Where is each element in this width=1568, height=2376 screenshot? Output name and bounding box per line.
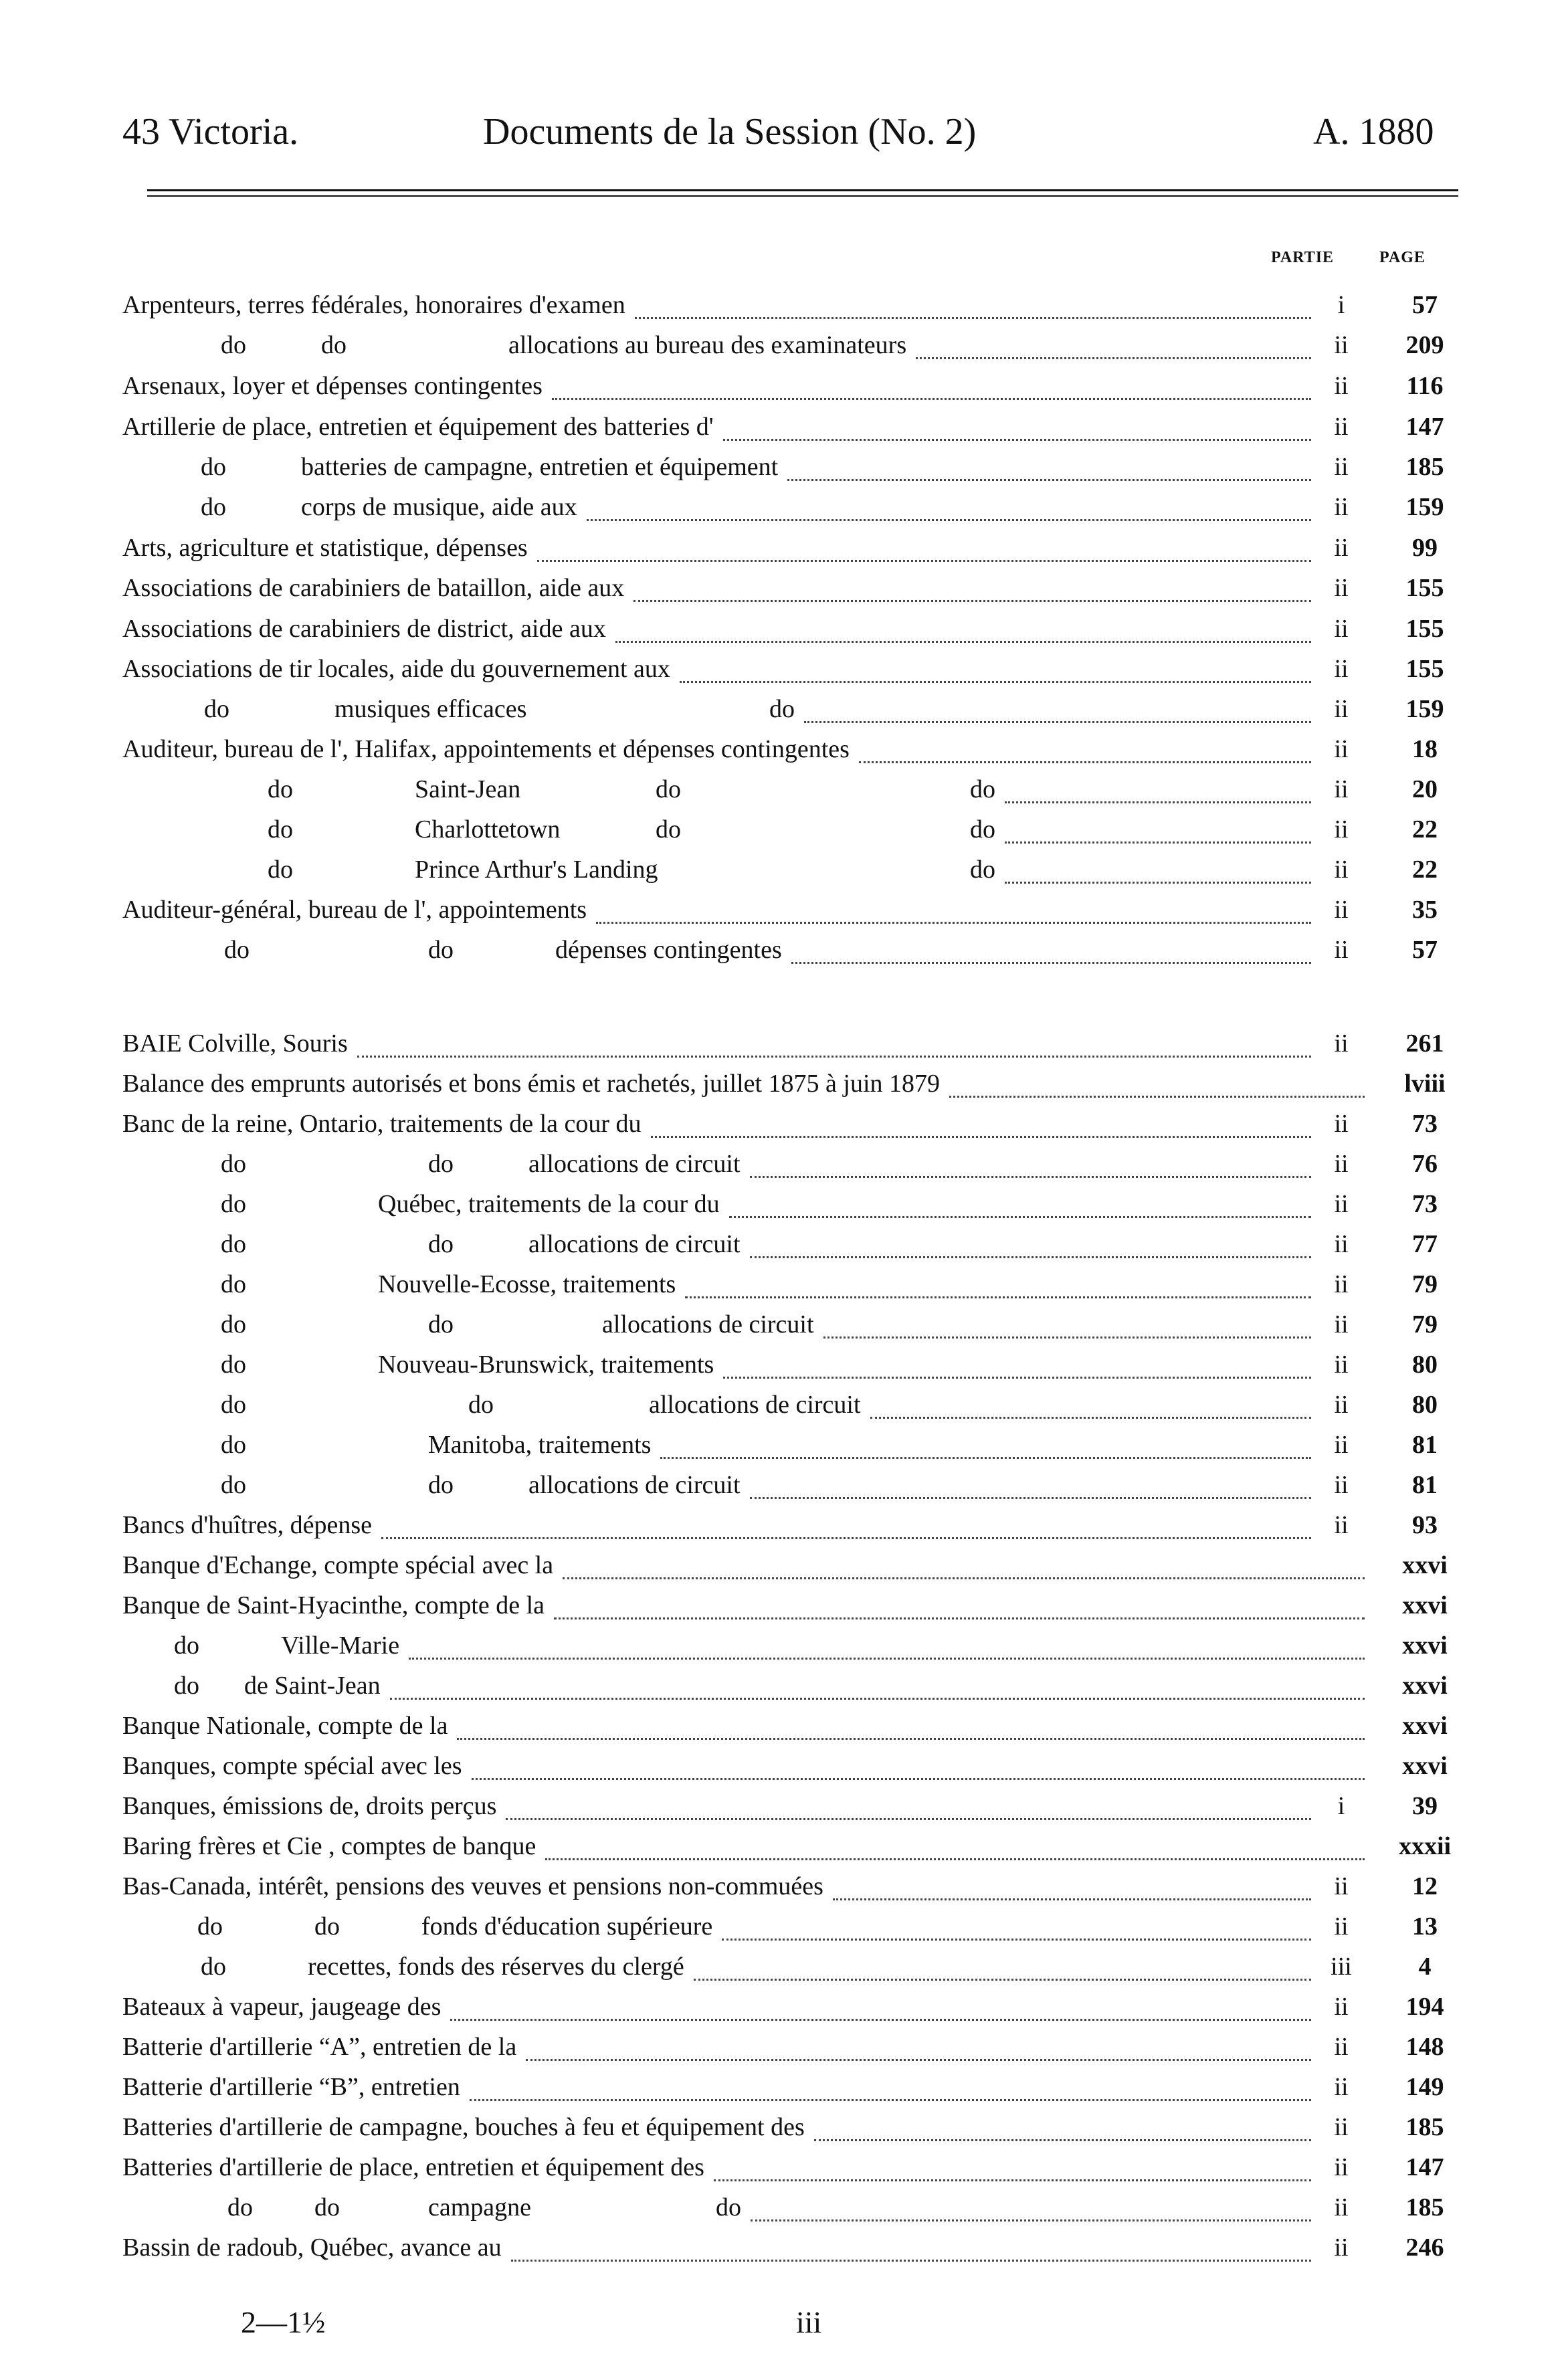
entry-part: ii <box>1334 1471 1349 1499</box>
entry-page: 159 <box>1405 695 1444 723</box>
index-entry <box>0 1869 1568 1910</box>
entry-page: 76 <box>1412 1150 1438 1178</box>
entry-text: Banque d'Echange, compte spécial avec la <box>122 1551 554 1579</box>
entry-text: do <box>428 1310 454 1339</box>
index-entry <box>0 2110 1568 2151</box>
dot-leader <box>552 371 1311 400</box>
entry-page: 39 <box>1412 1792 1438 1820</box>
entry-text: de Saint-Jean <box>244 1672 381 1700</box>
index-entry <box>0 932 1568 974</box>
entry-text: Manitoba, traitements <box>428 1431 652 1459</box>
entry-part: ii <box>1334 2073 1349 2101</box>
entry-page: 99 <box>1412 534 1438 562</box>
dot-leader <box>916 330 1311 359</box>
entry-text: do <box>428 1471 454 1499</box>
index-entry <box>0 2030 1568 2071</box>
entry-text: Nouvelle-Ecosse, traitements <box>378 1270 676 1298</box>
entry-page: xxvi <box>1402 1631 1448 1660</box>
entry-text: Saint-Jean <box>415 775 521 803</box>
entry-page: 22 <box>1412 856 1438 884</box>
entry-part: ii <box>1334 936 1349 964</box>
entry-text: Bas-Canada, intérêt, pensions des veuves et pensions non-commuées <box>122 1872 823 1900</box>
index-entry <box>0 1106 1568 1148</box>
entry-text: do <box>428 936 454 964</box>
dot-leader <box>680 654 1311 683</box>
entry-part: ii <box>1334 1872 1349 1900</box>
entry-text: do <box>314 1912 340 1941</box>
header-rule <box>147 189 1458 191</box>
dot-leader <box>870 1390 1311 1419</box>
entry-text: Banc de la reine, Ontario, traitements de la cour du <box>122 1110 642 1138</box>
entry-text: Associations de carabiniers de district, aide aux <box>122 615 606 643</box>
entry-page: 13 <box>1412 1912 1438 1941</box>
entry-text: do <box>428 1150 454 1178</box>
entry-part: ii <box>1334 331 1349 359</box>
entry-part: ii <box>1334 1391 1349 1419</box>
entry-text: Associations de tir locales, aide du gouvernement aux <box>122 655 670 683</box>
entry-text: corps de musique, aide aux <box>301 493 577 521</box>
index-entry <box>0 1628 1568 1670</box>
dot-leader <box>506 1791 1311 1820</box>
entry-text: do <box>428 1230 454 1258</box>
entry-part: ii <box>1334 2153 1349 2181</box>
entry-page: 18 <box>1412 735 1438 763</box>
dot-leader <box>526 2032 1311 2061</box>
column-header-part: PARTIE <box>1271 249 1335 266</box>
index-entry <box>0 2150 1568 2191</box>
index-entry <box>0 2190 1568 2232</box>
dot-leader <box>651 1109 1311 1138</box>
dot-leader <box>750 1229 1311 1258</box>
header-year: A. 1880 <box>1313 111 1434 153</box>
entry-text: do <box>221 1471 246 1499</box>
dot-leader <box>814 2112 1311 2141</box>
entry-text: allocations de circuit <box>649 1391 861 1419</box>
dot-leader <box>949 1069 1365 1098</box>
dot-leader <box>723 412 1311 441</box>
entry-text: Banque Nationale, compte de la <box>122 1712 448 1740</box>
dot-leader <box>390 1671 1365 1700</box>
entry-text: Artillerie de place, entretien et équipement des batteries d' <box>122 413 714 441</box>
entry-part: ii <box>1334 1270 1349 1298</box>
dot-leader <box>633 573 1311 602</box>
entry-text: do <box>221 1391 246 1419</box>
dot-leader <box>537 533 1311 562</box>
entry-page: 57 <box>1412 936 1438 964</box>
dot-leader <box>714 2153 1311 2181</box>
entry-page: 80 <box>1412 1391 1438 1419</box>
entry-page: 35 <box>1412 896 1438 924</box>
entry-text: Bassin de radoub, Québec, avance au <box>122 2234 502 2262</box>
entry-part: ii <box>1334 1511 1349 1539</box>
entry-page: 147 <box>1405 413 1444 441</box>
entry-text: batteries de campagne, entretien et équipement <box>301 453 779 481</box>
entry-text: Associations de carabiniers de bataillon, aide aux <box>122 574 625 602</box>
dot-leader <box>787 452 1311 481</box>
entry-text: Banques, compte spécial avec les <box>122 1752 462 1780</box>
index-entry <box>0 692 1568 733</box>
index-entry <box>0 1789 1568 1830</box>
index-entry <box>0 1227 1568 1268</box>
entry-part: ii <box>1334 2113 1349 2141</box>
index-entry <box>0 812 1568 854</box>
entry-text: do <box>656 815 681 844</box>
dot-leader <box>791 935 1311 964</box>
dot-leader <box>357 1029 1311 1058</box>
entry-text: Charlottetown <box>415 815 561 844</box>
index-entry <box>0 328 1568 369</box>
entry-text: Banques, émissions de, droits perçus <box>122 1792 497 1820</box>
entry-part: ii <box>1334 1190 1349 1218</box>
entry-part: ii <box>1334 1110 1349 1138</box>
dot-leader <box>381 1510 1311 1539</box>
index-entry <box>0 1427 1568 1469</box>
entry-text: allocations de circuit <box>602 1310 814 1339</box>
entry-text: Arpenteurs, terres fédérales, honoraires d'examen <box>122 291 625 319</box>
index-entry <box>0 652 1568 693</box>
entry-text: allocations de circuit <box>528 1471 741 1499</box>
entry-page: 79 <box>1412 1270 1438 1298</box>
entry-text: do <box>769 695 795 723</box>
entry-text: BAIE Colville, Souris <box>122 1029 348 1058</box>
index-entry <box>0 611 1568 653</box>
dot-leader <box>723 1350 1311 1379</box>
index-entry <box>0 1387 1568 1429</box>
entry-text: do <box>174 1672 199 1700</box>
entry-part: ii <box>1334 815 1349 844</box>
entry-text: Bateaux à vapeur, jaugeage des <box>122 1993 442 2021</box>
entry-part: ii <box>1334 655 1349 683</box>
entry-text: Bancs d'huîtres, dépense <box>122 1511 373 1539</box>
entry-text: do <box>268 856 293 884</box>
entry-part: ii <box>1334 695 1349 723</box>
dot-leader <box>596 895 1311 924</box>
dot-leader <box>1005 775 1311 803</box>
index-entry <box>0 2070 1568 2111</box>
entry-part: ii <box>1334 1150 1349 1178</box>
entry-page: 185 <box>1405 453 1444 481</box>
header-rule-thin <box>147 195 1458 197</box>
index-entry <box>0 1026 1568 1068</box>
entry-page: 73 <box>1412 1190 1438 1218</box>
entry-page: 209 <box>1405 331 1444 359</box>
entry-part: ii <box>1334 2193 1349 2221</box>
entry-text: Auditeur, bureau de l', Halifax, appointements et dépenses contingentes <box>122 735 850 763</box>
entry-text: do <box>227 2193 253 2221</box>
entry-text: do <box>268 815 293 844</box>
index-entry <box>0 1668 1568 1710</box>
dot-leader <box>859 734 1311 763</box>
entry-page: xxvi <box>1402 1712 1448 1740</box>
entry-page: 80 <box>1412 1351 1438 1379</box>
dot-leader <box>750 1470 1311 1499</box>
entry-part: i <box>1337 291 1345 319</box>
dot-leader <box>833 1872 1311 1900</box>
index-entry <box>0 1307 1568 1349</box>
index-entry <box>0 1909 1568 1951</box>
index-entry <box>0 1267 1568 1308</box>
header-volume: 43 Victoria. <box>122 111 299 153</box>
entry-text: do <box>970 815 995 844</box>
dot-leader <box>450 1992 1311 2021</box>
entry-page: 148 <box>1405 2033 1444 2061</box>
entry-part: ii <box>1334 1912 1349 1941</box>
dot-leader <box>729 1189 1311 1218</box>
dot-leader <box>694 1952 1311 1981</box>
index-entry <box>0 1508 1568 1549</box>
index-entry <box>0 1548 1568 1589</box>
column-header-page: PAGE <box>1379 249 1426 266</box>
entry-page: 194 <box>1405 1993 1444 2021</box>
entry-text: do <box>221 1150 246 1178</box>
entry-text: recettes, fonds des réserves du clergé <box>308 1953 684 1981</box>
dot-leader <box>751 2193 1311 2221</box>
index-entry <box>0 530 1568 572</box>
entry-page: 185 <box>1405 2193 1444 2221</box>
entry-text: Batteries d'artillerie de campagne, bouches à feu et équipement des <box>122 2113 805 2141</box>
entry-page: 12 <box>1412 1872 1438 1900</box>
dot-leader <box>635 290 1311 319</box>
entry-text: Arts, agriculture et statistique, dépenses <box>122 534 528 562</box>
dot-leader <box>660 1430 1311 1459</box>
dot-leader <box>472 1751 1365 1780</box>
entry-page: 79 <box>1412 1310 1438 1339</box>
entry-part: ii <box>1334 2033 1349 2061</box>
index-entry <box>0 732 1568 773</box>
entry-page: 159 <box>1405 493 1444 521</box>
entry-part: ii <box>1334 453 1349 481</box>
dot-leader <box>823 1310 1311 1339</box>
entry-page: 57 <box>1412 291 1438 319</box>
entry-text: do <box>221 331 246 359</box>
entry-part: ii <box>1334 1351 1349 1379</box>
entry-part: ii <box>1334 1310 1349 1339</box>
index-entry <box>0 852 1568 894</box>
entry-page: xxvi <box>1402 1591 1448 1619</box>
page-header <box>0 110 1568 164</box>
entry-text: do <box>174 1631 199 1660</box>
entry-text: Nouveau-Brunswick, traitements <box>378 1351 714 1379</box>
entry-part: ii <box>1334 493 1349 521</box>
entry-text: Prince Arthur's Landing <box>415 856 658 884</box>
index-entry <box>0 1347 1568 1389</box>
entry-page: 77 <box>1412 1230 1438 1258</box>
entry-text: allocations de circuit <box>528 1230 741 1258</box>
entry-text: do <box>197 1912 223 1941</box>
index-entry <box>0 892 1568 934</box>
header-title: Documents de la Session (No. 2) <box>483 111 977 153</box>
entry-page: 147 <box>1405 2153 1444 2181</box>
entry-page: 81 <box>1412 1471 1438 1499</box>
entry-text: do <box>204 695 229 723</box>
entry-page: xxvi <box>1402 1752 1448 1780</box>
dot-leader <box>1005 815 1311 844</box>
entry-part: ii <box>1334 775 1349 803</box>
entry-text: Banque de Saint-Hyacinthe, compte de la <box>122 1591 545 1619</box>
entry-page: 73 <box>1412 1110 1438 1138</box>
entry-text: fonds d'éducation supérieure <box>421 1912 713 1941</box>
dot-leader <box>409 1631 1365 1660</box>
entry-text: Balance des emprunts autorisés et bons émis et rachetés, juillet 1875 à juin 1879 <box>122 1070 941 1098</box>
entry-part: ii <box>1334 1993 1349 2021</box>
entry-page: 155 <box>1405 615 1444 643</box>
entry-text: do <box>656 775 681 803</box>
entry-page: 261 <box>1405 1029 1444 1058</box>
dot-leader <box>750 1149 1311 1178</box>
entry-part: iii <box>1331 1953 1352 1981</box>
entry-text: Batteries d'artillerie de place, entretien et équipement des <box>122 2153 704 2181</box>
entry-text: allocations au bureau des examinateurs <box>508 331 907 359</box>
index-entry <box>0 1749 1568 1790</box>
index-entry <box>0 1588 1568 1629</box>
index-entry <box>0 1708 1568 1750</box>
entry-text: Baring frères et Cie , comptes de banque <box>122 1832 536 1860</box>
entry-text: Québec, traitements de la cour du <box>378 1190 720 1218</box>
entry-page: xxvi <box>1402 1672 1448 1700</box>
entry-page: 4 <box>1418 1953 1432 1981</box>
entry-page: 149 <box>1405 2073 1444 2101</box>
entry-page: 155 <box>1405 655 1444 683</box>
entry-text: do <box>268 775 293 803</box>
entry-part: ii <box>1334 534 1349 562</box>
index-entry <box>0 288 1568 329</box>
entry-page: xxvi <box>1402 1551 1448 1579</box>
index-entry <box>0 490 1568 531</box>
entry-text: do <box>221 1310 246 1339</box>
entry-part: ii <box>1334 1230 1349 1258</box>
index-entry <box>0 772 1568 813</box>
entry-text: Batterie d'artillerie “A”, entretien de la <box>122 2033 517 2061</box>
footer-page-number: iii <box>796 2305 822 2339</box>
entry-page: lviii <box>1404 1070 1446 1098</box>
entry-text: do <box>970 775 995 803</box>
dot-leader <box>685 1270 1311 1298</box>
dot-leader <box>587 492 1311 521</box>
entry-text: dépenses contingentes <box>555 936 782 964</box>
entry-part: ii <box>1334 2234 1349 2262</box>
entry-text: do <box>221 1431 246 1459</box>
entry-text: do <box>221 1190 246 1218</box>
entry-text: Auditeur-général, bureau de l', appointements <box>122 896 587 924</box>
dot-leader <box>722 1912 1311 1941</box>
entry-page: 81 <box>1412 1431 1438 1459</box>
entry-text: Batterie d'artillerie “B”, entretien <box>122 2073 460 2101</box>
index-entry <box>0 1147 1568 1188</box>
index-entry <box>0 1949 1568 1991</box>
entry-text: allocations de circuit <box>528 1150 741 1178</box>
entry-part: i <box>1337 1792 1345 1820</box>
dot-leader <box>470 2072 1311 2101</box>
index-entry <box>0 1468 1568 1509</box>
entry-text: do <box>716 2193 741 2221</box>
dot-leader <box>554 1591 1365 1619</box>
entry-text: do <box>970 856 995 884</box>
index-entry <box>0 571 1568 612</box>
entry-part: ii <box>1334 574 1349 602</box>
dot-leader <box>563 1551 1365 1579</box>
index-entry <box>0 1989 1568 2031</box>
entry-text: do <box>201 1953 226 1981</box>
index-entry <box>0 450 1568 491</box>
index-entry <box>0 1829 1568 1870</box>
entry-text: Ville-Marie <box>281 1631 400 1660</box>
entry-page: 185 <box>1405 2113 1444 2141</box>
entry-text: do <box>221 1270 246 1298</box>
dot-leader <box>457 1711 1365 1740</box>
entry-part: ii <box>1334 372 1349 400</box>
entry-part: ii <box>1334 615 1349 643</box>
dot-leader <box>545 1832 1365 1860</box>
entry-text: musiques efficaces <box>334 695 527 723</box>
entry-text: Arsenaux, loyer et dépenses contingentes <box>122 372 543 400</box>
entry-text: do <box>321 331 347 359</box>
entry-page: 93 <box>1412 1511 1438 1539</box>
index-entry <box>0 369 1568 410</box>
entry-text: do <box>221 1230 246 1258</box>
entry-text: do <box>221 1351 246 1379</box>
footer-signature: 2—1½ <box>241 2305 326 2339</box>
index-entry <box>0 2230 1568 2272</box>
entry-text: do <box>468 1391 494 1419</box>
index-entry <box>0 409 1568 451</box>
entry-text: do <box>224 936 250 964</box>
entry-page: 22 <box>1412 815 1438 844</box>
dot-leader <box>804 694 1311 723</box>
entry-page: xxxii <box>1398 1832 1452 1860</box>
entry-part: ii <box>1334 896 1349 924</box>
dot-leader <box>1005 855 1311 884</box>
entry-part: ii <box>1334 413 1349 441</box>
entry-part: ii <box>1334 735 1349 763</box>
entry-page: 20 <box>1412 775 1438 803</box>
entry-page: 246 <box>1405 2234 1444 2262</box>
entry-text: do <box>314 2193 340 2221</box>
entry-text: do <box>201 453 226 481</box>
entry-part: ii <box>1334 1029 1349 1058</box>
index-entry <box>0 1187 1568 1228</box>
dot-leader <box>511 2233 1311 2262</box>
entry-page: 116 <box>1406 372 1444 400</box>
index-entry <box>0 1066 1568 1108</box>
entry-text: campagne <box>428 2193 532 2221</box>
entry-text: do <box>201 493 226 521</box>
entry-part: ii <box>1334 1431 1349 1459</box>
entry-page: 155 <box>1405 574 1444 602</box>
dot-leader <box>615 614 1311 643</box>
entry-part: ii <box>1334 856 1349 884</box>
